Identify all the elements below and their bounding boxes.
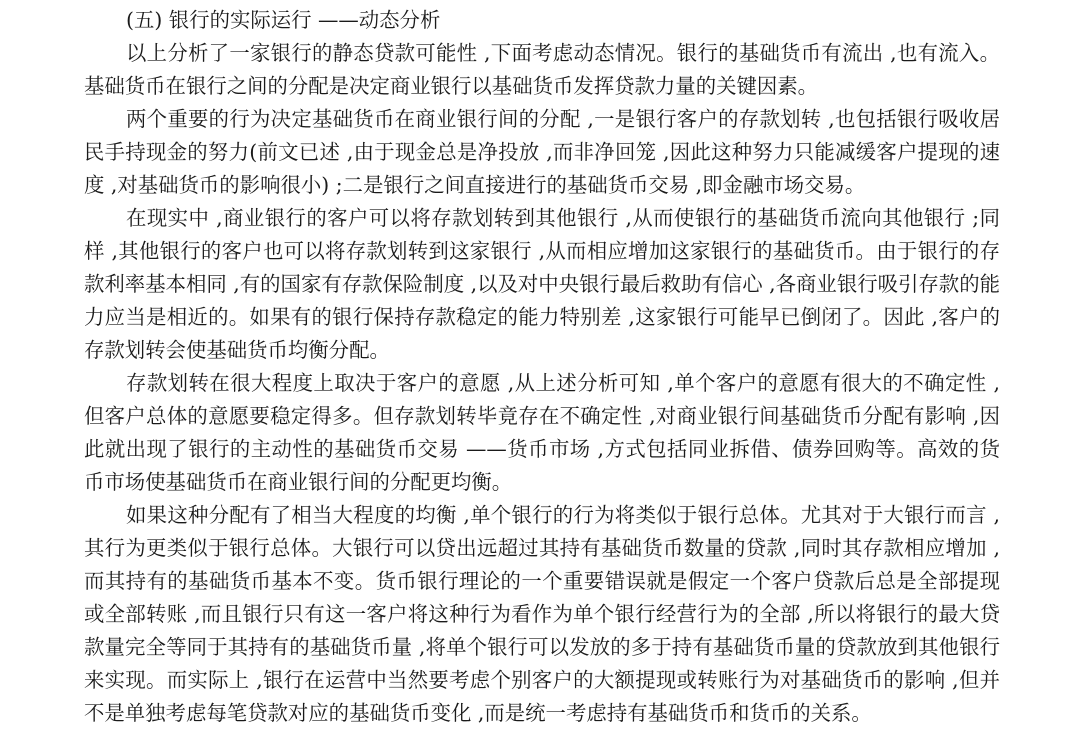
document-page — [84, 4, 1000, 730]
paragraph-money-market: 存款划转在很大程度上取决于客户的意愿 ,从上述分析可知 ,单个客户的意愿有很大的不确定性 ,但客户总体的意愿要稳定得多。但存款划转毕竟存在不确定性 ,对商业银行间基础货币分配有影响 ,因此就出现了银行的主动性的基础货币交易 ——货币市场 ,方式包括同业拆借、债券回购等。高效的货币市场使基础货币在商业银行间的分配更均衡。 — [84, 371, 1000, 494]
paragraph-large-banks: 如果这种分配有了相当大程度的均衡 ,单个银行的行为将类似于银行总体。尤其对于大银行而言 ,其行为更类似于银行总体。大银行可以贷出远超过其持有基础货币数量的贷款 ,同时其存款相应增加 ,而其持有的基础货币基本不变。货币银行理论的一个重要错误就是假定一个客户贷款后总是全部提现或全部转账 ,而且银行只有这一客户将这种行为看作为单个银行经营行为的全部 ,所以将银行的最大贷款量完全等同于其持有的基础货币量 ,将单个银行可以发放的多于持有基础货币量的贷款放到其他银行来实现。而实际上 ,银行在运营中当然要考虑个别客户的大额提现或转账行为对基础货币的影响 ,但并不是单独考虑每笔贷款对应的基础货币变化 ,而是统一考虑持有基础货币和货币的关系。 — [84, 503, 1000, 725]
paragraph-static-vs-dynamic: 以上分析了一家银行的静态贷款可能性 ,下面考虑动态情况。银行的基础货币有流出 ,也有流入。基础货币在银行之间的分配是决定商业银行以基础货币发挥贷款力量的关键因素。 — [84, 41, 1000, 98]
section-heading: (五) 银行的实际运行 ——动态分析 — [126, 8, 441, 32]
paragraph-two-behaviors: 两个重要的行为决定基础货币在商业银行间的分配 ,一是银行客户的存款划转 ,也包括银行吸收居民手持现金的努力(前文已述 ,由于现金总是净投放 ,而非净回笼 ,因此这种努力只能减缓客户提现的速度 ,对基础货币的影响很小) ;二是银行之间直接进行的基础货币交易 ,即金融市场交易。 — [84, 107, 1000, 197]
paragraph-deposit-transfer: 在现实中 ,商业银行的客户可以将存款划转到其他银行 ,从而使银行的基础货币流向其他银行 ;同样 ,其他银行的客户也可以将存款划转到这家银行 ,从而相应增加这家银行的基础货币。由于银行的存款利率基本相同 ,有的国家有存款保险制度 ,以及对中央银行最后救助有信心 ,各商业银行吸引存款的能力应当是相近的。如果有的银行保持存款稳定的能力特别差 ,这家银行可能早已倒闭了。因此 ,客户的存款划转会使基础货币均衡分配。 — [84, 206, 1000, 362]
